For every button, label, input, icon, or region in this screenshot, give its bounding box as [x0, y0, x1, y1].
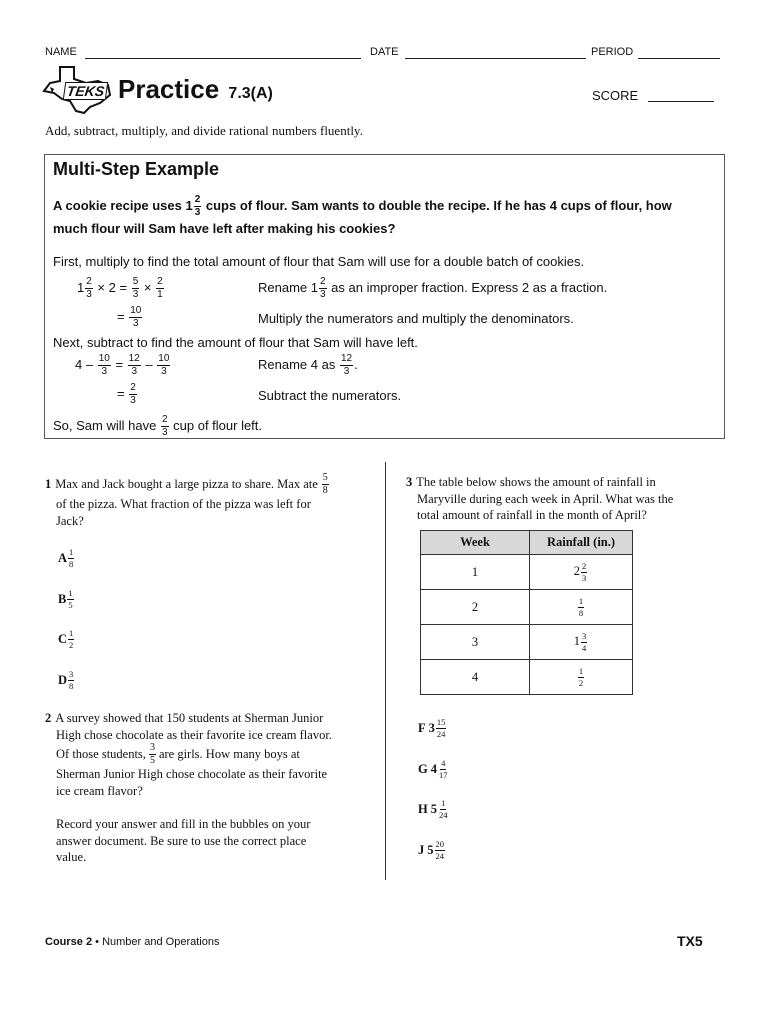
q1-option-c[interactable]: C $\frac{1}{2}$	[58, 628, 74, 650]
name-field[interactable]	[85, 58, 361, 59]
score-label: SCORE	[592, 88, 639, 103]
q3-option-f[interactable]: F 3 $\frac{15}{24}$	[418, 717, 446, 739]
header-rainfall: Rainfall (in.)	[530, 531, 633, 555]
q3-option-g[interactable]: G 4 $\frac{4}{17}$	[418, 758, 448, 780]
q1-option-d[interactable]: D $\frac{3}{8}$	[58, 669, 74, 691]
column-divider	[385, 462, 386, 880]
score-field[interactable]	[648, 101, 714, 102]
rainfall-cell: $\frac{1}{8}$	[530, 590, 633, 625]
header-week: Week	[421, 531, 530, 555]
table-row	[421, 590, 633, 625]
multi-step-example-box	[44, 154, 725, 439]
rainfall-table	[420, 530, 633, 695]
example-conclusion: So, Sam will have $\frac{2}{3}$ cup of flour left.	[53, 414, 263, 438]
footer-course: Course 2 • Number and Operations	[45, 936, 220, 948]
week-cell: 3	[421, 625, 530, 660]
name-label: NAME	[45, 46, 77, 58]
period-field[interactable]	[638, 58, 720, 59]
equation-4-note: Subtract the numerators.	[258, 388, 402, 403]
week-cell: 4	[421, 660, 530, 695]
example-step2: Next, subtract to find the amount of flour that Sam will have left.	[53, 335, 418, 350]
rainfall-cell: 1 $\frac{3}{4}$	[530, 625, 633, 660]
table-row	[421, 555, 633, 590]
teks-logo	[40, 65, 116, 115]
q2-record-instructions: Record your answer and fill in the bubbles on your answer document. Be sure to use the correct place value.	[56, 817, 311, 864]
equation-4: = $\frac{2}{3}$	[117, 382, 136, 406]
page-number: TX5	[677, 933, 703, 949]
equation-2-note: Multiply the numerators and multiply the denominators.	[258, 311, 574, 326]
equation-1-note: Rename 1 $\frac{2}{3}$ as an improper fraction. Express 2 as a fraction.	[258, 276, 608, 300]
q1-option-a[interactable]: A $\frac{1}{8}$	[58, 547, 74, 569]
q3-option-j[interactable]: J 5 $\frac{20}{24}$	[418, 839, 444, 861]
date-field[interactable]	[405, 58, 586, 59]
example-problem-line2: much flour will Sam have left after making his cookies?	[53, 221, 396, 236]
example-step1: First, multiply to find the total amount of flour that Sam will use for a double batch of cookies.	[53, 254, 585, 269]
table-row	[421, 660, 633, 695]
question-1: 1 Max and Jack bought a large pizza to share. Max ate $\frac{5}{8}$ of the pizza. What fraction of the pizza was left for Jack?	[45, 472, 328, 528]
equation-2: = $\frac{10}{3}$	[117, 305, 142, 329]
rainfall-cell: 2 $\frac{2}{3}$	[530, 555, 633, 590]
table-row	[421, 625, 633, 660]
standard-code: 7.3(A)	[228, 85, 273, 102]
week-cell: 1	[421, 555, 530, 590]
week-cell: 2	[421, 590, 530, 625]
equation-3: 4 – $\frac{10}{3}$ = $\frac{12}{3}$ – $\frac{10}{3}$	[75, 353, 170, 377]
rainfall-cell: $\frac{1}{2}$	[530, 660, 633, 695]
logo-text: TEKS	[63, 82, 109, 100]
period-label: PERIOD	[591, 46, 634, 58]
example-heading: Multi-Step Example	[53, 159, 220, 179]
page-title: Practice 7.3(A)	[118, 74, 273, 104]
date-label: DATE	[370, 46, 399, 58]
question-2: 2 A survey showed that 150 students at Sherman Junior High chose chocolate as their favorite ice cream flavor. Of those students, $\frac{3}{5}$ are girls. How many boys at Sherman Junior High chose chocolate as their favorite ice cream flavor?	[45, 711, 332, 798]
table-header-row	[421, 531, 633, 555]
q1-option-b[interactable]: B $\frac{1}{5}$	[58, 588, 73, 610]
equation-1: 1 $\frac{2}{3}$ × 2 = $\frac{5}{3}$ × $\frac{2}{1}$	[77, 276, 163, 300]
example-problem-line1: A cookie recipe uses 1 $\frac{2}{3}$ cups of flour. Sam wants to double the recipe. If he has 4 cups of flour, how	[53, 194, 672, 218]
instruction: Add, subtract, multiply, and divide rational numbers fluently.	[45, 123, 363, 138]
question-3: 3 The table below shows the amount of rainfall in Maryville during each week in April. What was the total amount of rainfall in the month of April?	[406, 475, 674, 522]
q3-option-h[interactable]: H 5 $\frac{1}{24}$	[418, 798, 448, 820]
equation-3-note: Rename 4 as $\frac{12}{3}$ .	[258, 353, 358, 377]
